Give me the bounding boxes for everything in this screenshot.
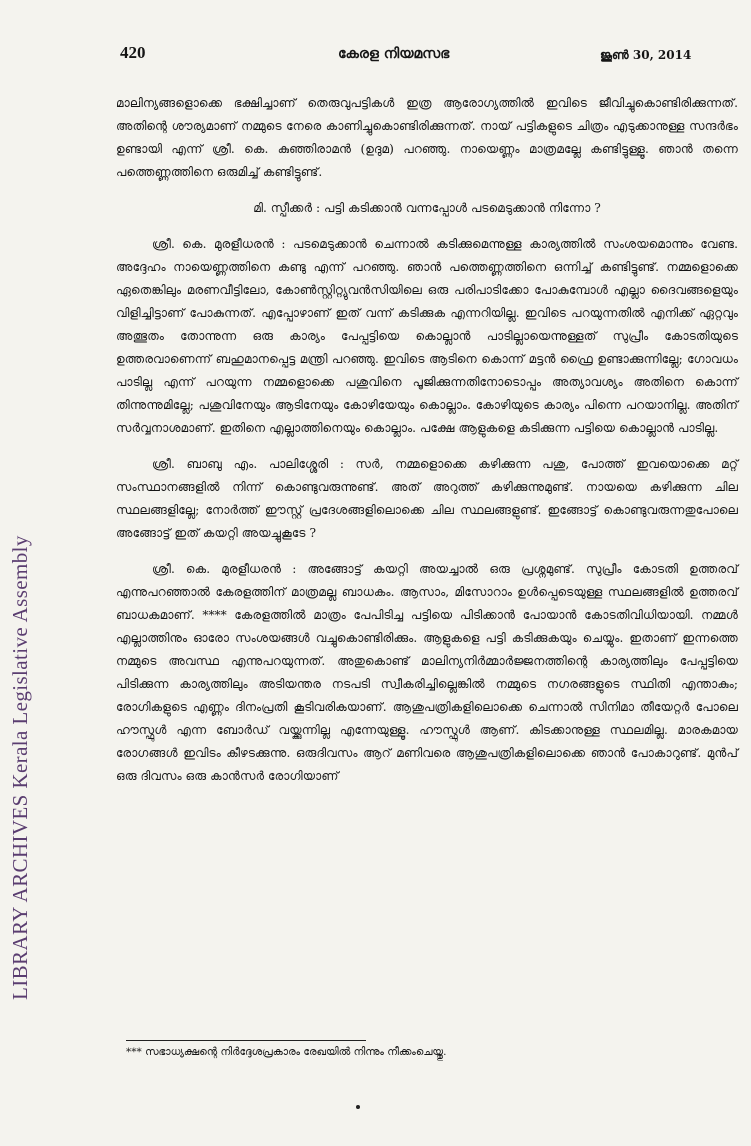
paragraph-speech-muraleedharan: ശ്രീ. കെ. മുരളീധരൻ : പടമെടുക്കാൻ ചെന്നാൽ കടിക്കുമെന്നുള്ള കാര്യത്തിൽ സംശയമൊന്നും വേണ്ട. അദ്ദേഹം നായെണ്ണത്തിനെ കണ്ടു എന്ന് പറഞ്ഞു. ഞാൻ പത്തെണ്ണത്തിനെ ഒന്നിച്ച് കണ്ടിട്ടുണ്ട്. നമ്മളൊക്കെ ഏതെങ്കിലും മരണവീട്ടിലോ, കോൺസ്റ്റിറ്റ്യുവൻസിയിലെ ഒരു പരിപാടിക്കോ പോകുമ്പോൾ എല്ലാ ദൈവങ്ങളെയും വിളിച്ചിട്ടാണ് പോകുന്നത്. എപ്പോഴാണ് ഇത് വന്ന് കടിക്കുക എന്നറിയില്ല. ഇവിടെ പറയുന്നതിൽ എനിക്ക് ഏറ്റവും അത്ഭുതം തോന്നുന്ന ഒരു കാര്യം പേപ്പട്ടിയെ കൊല്ലാൻ പാടില്ലായെന്നുള്ളത് സുപ്രീം കോടതിയുടെ ഉത്തരവാണെന്ന് ബഹുമാനപ്പെട്ട മന്ത്രി പറഞ്ഞു. ഇവിടെ ആടിനെ കൊന്ന് മട്ടൻ ഫ്രൈ ഉണ്ടാക്കുന്നില്ലേ; ഗോവധം പാടില്ല എന്ന് പറയുന്ന നമ്മളൊക്കെ പശുവിനെ പൂജിക്കുന്നതിനോടൊപ്പം അത്യാവശ്യം അതിനെ കൊന്ന് തിന്നുന്നുമില്ലേ; പശുവിനേയും ആടിനേയും കോഴിയേയും കൊല്ലാം. കോഴിയുടെ കാര്യം പിന്നെ പറയാനില്ല. അതിന് സർവ്വനാശമാണ്. ഇതിനെ എല്ലാത്തിനെയും കൊല്ലാം. പക്ഷേ ആളുകളെ കടിക്കുന്ന പട്ടിയെ കൊല്ലാൻ പാടില്ല. [116,237,738,435]
page-mark [356,1105,360,1109]
paragraph-speech-babu-palissery: ശ്രീ. ബാബു എം. പാലിശ്ശേരി : സർ, നമ്മളൊക്കെ കഴിക്കുന്ന പശു, പോത്ത് ഇവയൊക്കെ മറ്റ് സംസ്ഥാനങ്ങളിൽ നിന്ന് കൊണ്ടുവരുന്നുണ്ട്. അത് അറുത്ത് കഴിക്കുന്നുമുണ്ട്. നായയെ കഴിക്കുന്ന ചില സ്ഥലങ്ങളില്ലേ; നോർത്ത് ഈസ്റ്റ് പ്രദേശങ്ങളിലൊക്കെ ചില സ്ഥലങ്ങളുണ്ട്. ഇങ്ങോട്ട് കൊണ്ടുവരുന്നതുപോലെ അങ്ങോട്ട് ഇത് കയറ്റി അയച്ചുകൂടേ ? [116,457,738,540]
footnote: *** സഭാധ്യക്ഷന്റെ നിർദ്ദേശപ്രകാരം രേഖയിൽ നിന്നും നീക്കംചെയ്തു. [126,1046,447,1058]
paragraph-continuation: മാലിന്യങ്ങളൊക്കെ ഭക്ഷിച്ചാണ് തെരുവുപട്ടികൾ ഇത്ര ആരോഗ്യത്തിൽ ഇവിടെ ജീവിച്ചുകൊണ്ടിരിക്കുന്നത്. അതിന്റെ ശൗര്യമാണ് നമ്മുടെ നേരെ കാണിച്ചുകൊണ്ടിരിക്കുന്നത്. നായ് പട്ടികളുടെ ചിത്രം എടുക്കാനുള്ള സന്ദർഭം ഉണ്ടായി എന്ന് ശ്രീ. കെ. കുഞ്ഞിരാമൻ (ഉദുമ) പറഞ്ഞു. നായെണ്ണം മാത്രമല്ലേ കണ്ടിട്ടുള്ളൂ. ഞാൻ തന്നെ പത്തെണ്ണത്തിനെ ഒരുമിച്ച് കണ്ടിട്ടുണ്ട്. [116,96,738,179]
paragraph-speech-muraleedharan-reply: ശ്രീ. കെ. മുരളീധരൻ : അങ്ങോട്ട് കയറ്റി അയച്ചാൽ ഒരു പ്രശ്നമുണ്ട്. സുപ്രീം കോടതി ഉത്തരവ് എന്നുപറഞ്ഞാൽ കേരളത്തിന് മാത്രമല്ല ബാധകം. ആസാം, മിസോറാം ഉൾപ്പെടെയുള്ള സ്ഥലങ്ങളിൽ ഉത്തരവ് ബാധകമാണ്. **** കേരളത്തിൽ മാത്രം പേപിടിച്ച പട്ടിയെ പിടിക്കാൻ പോയാൻ കോടതിവിധിയായി. നമ്മൾ എല്ലാത്തിനും ഓരോ സംശയങ്ങൾ വച്ചുകൊണ്ടിരിക്കും. ആളുകളെ പട്ടി കടിക്കുകയും ചെയ്യും. ഇതാണ് ഇന്നത്തെ നമ്മുടെ അവസ്ഥ എന്നുപറയുന്നത്. അതുകൊണ്ട് മാലിന്യനിർമ്മാർജ്ജനത്തിന്റെ കാര്യത്തിലും പേപ്പട്ടിയെ പിടിക്കുന്ന കാര്യത്തിലും അടിയന്തര നടപടി സ്വീകരിച്ചില്ലെങ്കിൽ നമ്മുടെ നഗരങ്ങളുടെ സ്ഥിതി എന്താകും; രോഗികളുടെ എണ്ണം ദിനംപ്രതി കൂടിവരികയാണ്. ആശുപത്രികളിലൊക്കെ ചെന്നാൽ സിനിമാ തീയേറ്റർ പോലെ ഹൗസ്ഫുൾ എന്ന ബോർഡ് വയ്ക്കുന്നില്ല എന്നേയുള്ളൂ. ഹൗസ്ഫുൾ ആണ്. കിടക്കാനുള്ള സ്ഥലമില്ല. മാരകമായ രോഗങ്ങൾ ഇവിടം കീഴടക്കുന്നു. ഒരുദിവസം ആറ് മണിവരെ ആശുപത്രികളിലൊക്കെ ഞാൻ പോകാറുണ്ട്. മുൻപ് ഒരു ദിവസം ഒരു കാൻസർ രോഗിയാണ് [116,562,738,783]
running-header-title: കേരള നിയമസഭ [338,46,450,62]
paragraph-speaker-question: മി. സ്പീക്കർ : പട്ടി കടിക്കാൻ വന്നപ്പോൾ പടമെടുക്കാൻ നിന്നോ ? [253,201,601,215]
footnote-divider [126,1040,366,1041]
page-number: 420 [120,43,146,62]
running-header-date: ജൂൺ 30, 2014 [600,48,692,62]
proceedings-text [116,92,738,788]
archive-side-stamp: LIBRARY ARCHIVES Kerala Legislative Assembly [8,535,32,1000]
